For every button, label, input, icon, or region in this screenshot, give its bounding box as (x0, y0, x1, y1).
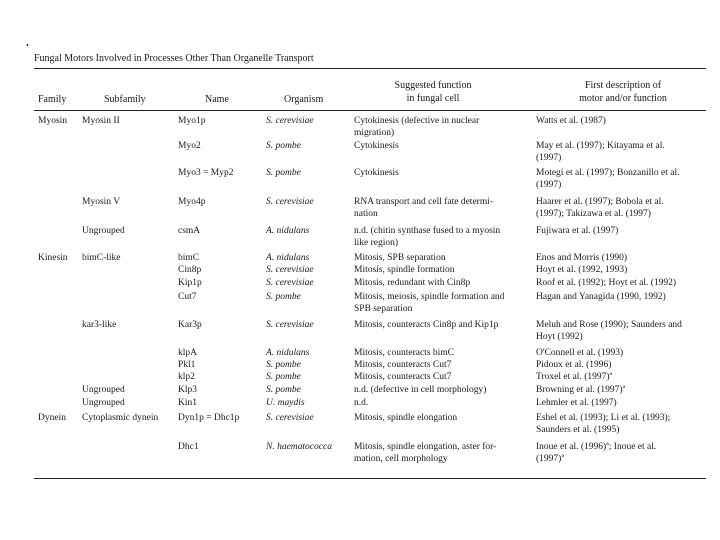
cell-name: Kin1 (178, 398, 197, 408)
cell-subfamily: Myosin V (82, 197, 121, 207)
cell-organism: S. pombe (266, 372, 301, 382)
header-reference-line1: First description of (584, 80, 662, 91)
cell-name: Kip1p (178, 278, 202, 288)
cell-reference: Eshel et al. (1993); Li et al. (1993); (536, 413, 671, 423)
cell-subfamily: Ungrouped (82, 385, 125, 395)
cell-family: Dynein (38, 413, 66, 423)
header-organism: Organism (284, 94, 324, 105)
cell-reference: Browning et al. (1997)ª (536, 385, 626, 395)
header-function-line1: Suggested function (394, 80, 472, 91)
cell-organism: S. pombe (266, 168, 301, 178)
header-name: Name (205, 94, 229, 105)
cell-reference: Hoyt et al. (1992, 1993) (536, 265, 628, 275)
cell-reference: Meluh and Rose (1990); Saunders and (536, 320, 682, 330)
cell-reference: Pidoux et al. (1996) (536, 360, 612, 370)
cell-function: Cytokinesis (defective in nuclear (354, 116, 480, 126)
cell-organism: S. cerevisiae (266, 413, 314, 423)
cell-name: Pkl1 (178, 360, 196, 370)
cell-function: Mitosis, counteracts Cut7 (354, 372, 452, 382)
cell-reference: Troxel et al. (1997)ª (536, 372, 613, 382)
header-reference-line2: motor and/or function (579, 93, 667, 104)
cell-reference: Haarer et al. (1997); Bobola et al. (536, 197, 664, 207)
cell-subfamily: Ungrouped (82, 226, 125, 236)
cell-organism: S. pombe (266, 292, 301, 302)
cell-organism: S. pombe (266, 385, 301, 395)
cell-reference: Saunders et al. (1995) (536, 424, 620, 435)
cell-function: n.d. (defective in cell morphology) (354, 385, 487, 395)
cell-subfamily: Myosin II (82, 116, 120, 126)
cell-name: Myo3 = Myp2 (178, 168, 234, 178)
cell-name: Myo4p (178, 197, 206, 207)
cell-function: mation, cell morphology (354, 453, 448, 464)
cell-subfamily: Cytoplasmic dynein (82, 413, 159, 423)
cell-function: Mitosis, meiosis, spindle formation and (354, 292, 505, 302)
cell-subfamily: bimC-like (82, 253, 121, 263)
cell-function: n.d. (354, 398, 369, 408)
cell-organism: S. cerevisiae (266, 320, 314, 330)
cell-subfamily: kar3-like (82, 320, 117, 330)
cell-name: Cut7 (178, 292, 197, 302)
cell-reference: Lehmler et al. (1997) (536, 398, 617, 408)
cell-name: Klp3 (178, 385, 197, 395)
cell-reference: Motegi et al. (1997); Bonzanillo et al. (536, 168, 680, 178)
cell-organism: N. haematococca (266, 442, 332, 452)
cell-function: Cytokinesis (354, 168, 399, 178)
cell-organism: U. maydis (266, 398, 305, 408)
cell-reference: Hoyt (1992) (536, 331, 583, 342)
cell-name: Cin8p (178, 265, 202, 275)
cell-name: Myo2 (178, 141, 201, 151)
cell-name: Myo1p (178, 116, 206, 126)
cell-function: Mitosis, spindle elongation, aster for- (354, 442, 497, 452)
cell-organism: S. pombe (266, 360, 301, 370)
cell-organism: S. pombe (266, 141, 301, 151)
cell-name: Dhc1 (178, 442, 199, 452)
cell-function: RNA transport and cell fate determi- (354, 197, 494, 207)
cell-subfamily: Ungrouped (82, 398, 125, 408)
cell-name: csmA (178, 226, 201, 236)
table-title: Fungal Motors Involved in Processes Other Than Organelle Transport (34, 53, 314, 64)
header-family: Family (38, 94, 67, 105)
cell-reference: Hagan and Yanagida (1990, 1992) (536, 292, 666, 302)
corner-mark: • (26, 41, 29, 50)
cell-family: Kinesin (38, 253, 68, 263)
cell-organism: A. nidulans (266, 226, 310, 236)
header-function-line2: in fungal cell (406, 93, 460, 104)
bottom-rule (34, 478, 706, 479)
cell-name: klpA (178, 348, 197, 358)
cell-name: klp2 (178, 372, 195, 382)
cell-reference: (1997); Takizawa et al. (1997) (536, 208, 651, 219)
header-subfamily: Subfamily (104, 94, 146, 105)
cell-reference: (1997)ª (536, 453, 564, 464)
cell-family: Myosin (38, 116, 68, 126)
cell-function: Mitosis, spindle elongation (354, 413, 458, 423)
cell-name: Kar3p (178, 320, 202, 330)
cell-function: Mitosis, counteracts bimC (354, 348, 455, 358)
cell-organism: S. cerevisiae (266, 278, 314, 288)
cell-function: migration) (354, 127, 395, 138)
cell-name: Dyn1p = Dhc1p (178, 413, 240, 423)
cell-function: SPB separation (354, 303, 413, 314)
cell-name: bimC (178, 253, 200, 263)
cell-function: Mitosis, spindle formation (354, 265, 455, 275)
cell-organism: S. cerevisiae (266, 197, 314, 207)
cell-organism: S. cerevisiae (266, 265, 314, 275)
cell-reference: Watts et al. (1987) (536, 116, 606, 126)
cell-function: n.d. (chitin synthase fused to a myosin (354, 226, 501, 236)
cell-reference: (1997) (536, 179, 562, 190)
cell-reference: (1997) (536, 152, 562, 163)
cell-function: Mitosis, redundant with Cin8p (354, 278, 471, 288)
cell-reference: Roof et al. (1992); Hoyt et al. (1992) (536, 278, 677, 288)
cell-organism: A. nidulans (266, 253, 310, 263)
cell-function: Cytokinesis (354, 141, 399, 151)
cell-reference: Enos and Morris (1990) (536, 253, 628, 263)
cell-reference: Fujiwara et al. (1997) (536, 226, 619, 236)
cell-organism: A. nidulans (266, 348, 310, 358)
cell-function: Mitosis, counteracts Cut7 (354, 360, 452, 370)
cell-reference: May et al. (1997); Kitayama et al. (536, 141, 665, 151)
cell-function: nation (354, 208, 378, 219)
cell-function: like region) (354, 237, 399, 248)
cell-organism: S. cerevisiae (266, 116, 314, 126)
cell-function: Mitosis, counteracts Cin8p and Kip1p (354, 320, 499, 330)
cell-reference: Inoue et al. (1996)ª; Inoue et al. (536, 442, 657, 452)
cell-function: Mitosis, SPB separation (354, 253, 446, 263)
cell-reference: O'Connell et al. (1993) (536, 348, 624, 358)
